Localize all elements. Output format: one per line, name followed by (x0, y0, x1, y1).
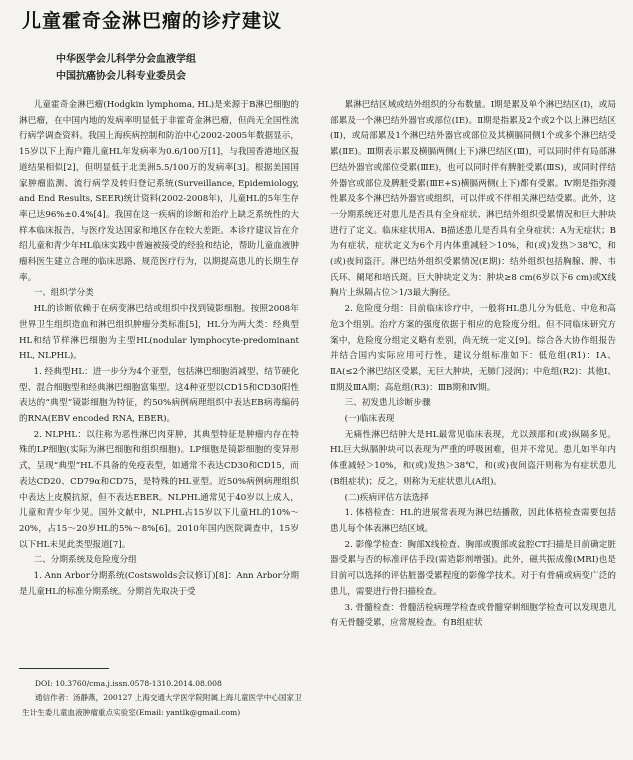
right-column-heading: (二)疾病评估方法选择 (344, 492, 429, 503)
author-affiliation-1: 中华医学会儿科学分会血液学组 (56, 54, 196, 65)
left-column-paragraph: 2. NLPHL：以往称为恶性淋巴肉芽肿，其典型特征是肿瘤内存在特殊的LP细胞(实际为淋巴细胞和组织细胞)。LP细胞是镜影细胞的变异形式，呈现“典型”HL不具备的免疫表型，如通常不表达CD30和CD15，而表达CD20、CD79α和CD75，是特殊的HL亚型。近50%病例病理组织中表达上皮膜抗原，但不表达EBER。NLPHL通常见于40岁以上成人，儿童和青少年少见。国外文献中，NLPHL占15岁以下儿童HL的10%～20%，占15～20岁HL的5%～8%[6]。2010年国内医院调查中，15岁以下HL未见此类型报道[7]。 (19, 429, 299, 550)
doi-footnote: DOI: 10.3760/cma.j.issn.0578-1310.2014.08.008 (34, 679, 222, 688)
right-column-paragraph: 3. 骨髓检查：骨髓活检病理学检查或骨髓穿刺细胞学检查可以发现患儿有无骨髓受累，应常规检查。有B组症状 (330, 602, 616, 629)
left-column-paragraph: 1. Ann Arbor分期系统(Costswolds会议修订)[8]：Ann Arbor分期是儿童HL的标准分期系统。分期首先取决于受 (19, 571, 299, 597)
right-text-column (330, 98, 616, 752)
author-affiliation-2: 中国抗癌协会儿科专业委员会 (56, 71, 186, 82)
left-column-paragraph: 1. 经典型HL：进一步分为4个亚型，包括淋巴细胞消减型、结节硬化型、混合细胞型和经典淋巴细胞富集型。这4种亚型以CD15和CD30阳性表达的“典型”镜影细胞为特征，约50%病例病理组织中表达EB病毒编码的RNA(EBV encoded RNA, EBER)。 (19, 366, 299, 425)
right-column-heading: (一)临床表现 (344, 414, 395, 425)
left-column-paragraph: HL的诊断依赖于在病变淋巴结或组织中找到镜影细胞。按照2008年世界卫生组织造血和淋巴组织肿瘤分类标准[5]，HL分为两大类：经典型HL和结节样淋巴细胞为主型HL(nodular lymphocyte-predominant HL, NLPHL)。 (19, 304, 299, 362)
right-column-paragraph: 累淋巴结区域或结外组织的分布数量。Ⅰ期是累及单个淋巴结区(Ⅰ)，或局部累及一个淋巴结外器官或部位(ⅠE)。Ⅱ期是指累及2个或2个以上淋巴结区(Ⅱ)，或局部累及1个淋巴结外器官或部位及其横膈同侧1个或多个淋巴结受累(ⅡE)。Ⅲ期表示累及横膈两侧(上下)淋巴结区(Ⅲ)，可以同时伴有局部淋巴结外器官或部位受累(ⅢE)，也可以同时伴有脾脏受累(ⅢS)，或同时伴结外器官或部位及脾脏受累(ⅢE+S)横膈两侧(上下)都有受累。Ⅳ期是指弥漫性累及多个淋巴结外器官或组织，可以伴或不伴相关淋巴结受累。此外，这一分期系统还对患儿是否具有全身症状、淋巴结外组织受累情况和巨大肿块进行了定义。临床症状用A、B描述患儿是否具有全身症状：A为无症状；B为有症状，症状定义为6个月内体重减轻＞10%，和(或)发热＞38℃，和(或)夜间盗汗。淋巴结外组织受累情况(E期)：结外组织包括胸腺、脾、韦氏环、阑尾和培氏斑。巨大肿块定义为：肿块≥8 cm(6岁以下6 cm)或X线胸片上纵隔占位＞1/3最大胸径。 (330, 100, 616, 299)
right-column-heading: 三、初发患儿诊断步骤 (344, 398, 431, 409)
right-column-paragraph: 无痛性淋巴结肿大是HL最常见临床表现，尤以颈部和(或)纵隔多见。HL巨大纵膈肿块可以表现为严重的呼吸困难，但并不常见。患儿如半年内体重减轻＞10%，和(或)发热＞38℃，和(或)夜间盗汗则称为有症状患儿(B组症状)；反之，则称为无症状患儿(A组)。 (330, 429, 616, 487)
right-column-paragraph: 1. 体格检查：HL的进展常表现为淋巴结播散，因此体格检查需要包括患儿每个体表淋巴结区域。 (330, 508, 616, 534)
footnote-divider (19, 668, 109, 669)
left-column-paragraph: 儿童霍奇金淋巴瘤(Hodgkin lymphoma, HL)是来源于B淋巴细胞的淋巴瘤，在中国内地的发病率明显低于非霍奇金淋巴瘤，但尚无全国性流行病学调查资料。我国上海疾病控制和防治中心2002-2005年数据显示，15岁以下上海户籍儿童HL年发病率为0.6/100万[1]，与我国香港地区报道结果相似[2]，但明显低于北美洲5.5/100万的发病率[3]。根据美国国家肿瘤监测、流行病学及转归登记系统(Surveillance, Epidemiology, and End Results, SEER)统计资料(2002-2008年)，儿童HL的5年生存率已达96%±0.4%[4]。我国在这一疾病的诊断和治疗上缺乏系统性的大样本临床报告，与医疗发达国家和地区存在较大差距。本诊疗建议旨在介绍儿童和青少年HL临床实践中普遍被接受的经验和结论，帮助儿童血液肿瘤科医生建立合理的临床思路、规范医疗行为，以期提高患儿的长期生存率。 (19, 100, 299, 283)
footnotes (22, 677, 304, 720)
right-column-paragraph: 2. 影像学检查：胸部X线检查、胸部或腹部或盆腔CT扫描是目前确定脏器受累与否的标准评估手段(需造影剂增强)。此外，磁共振成像(MRI)也是目前可以选择的评估脏器受累程度的影像学技术。对于有骨痛或病变广泛的患儿，需要进行骨扫描检查。 (330, 539, 616, 597)
left-column-heading: 二、分期系统及危险度分组 (33, 555, 137, 566)
page-title: 儿童霍奇金淋巴瘤的诊疗建议 (22, 10, 283, 32)
left-column-heading: 一、组织学分类 (33, 288, 94, 299)
correspondence-footnote: 通信作者：汤静燕，200127 上海交通大学医学院附属上海儿童医学中心国家卫生计生委儿童血液肿瘤重点实验室(Email: yantlk@gmail.com) (22, 693, 302, 717)
right-column-paragraph: 2. 危险度分组：目前临床诊疗中，一般将HL患儿分为低危、中危和高危3个组别。治疗方案的强度依据于相应的危险度分组。但不同临床研究方案中，危险度分组定义略有差别，尚无统一定义[9]。综合各大协作组报告并结合国内实际应用可行性，建议分组标准如下：低危组(R1)：ⅠA、ⅡA(≤2个淋巴结区受累，无巨大肿块，无肺门浸润)；中危组(R2)：其他Ⅰ、Ⅱ期及ⅢA期；高危组(R3)：ⅢB期和Ⅳ期。 (330, 304, 616, 393)
left-text-column (19, 98, 299, 663)
